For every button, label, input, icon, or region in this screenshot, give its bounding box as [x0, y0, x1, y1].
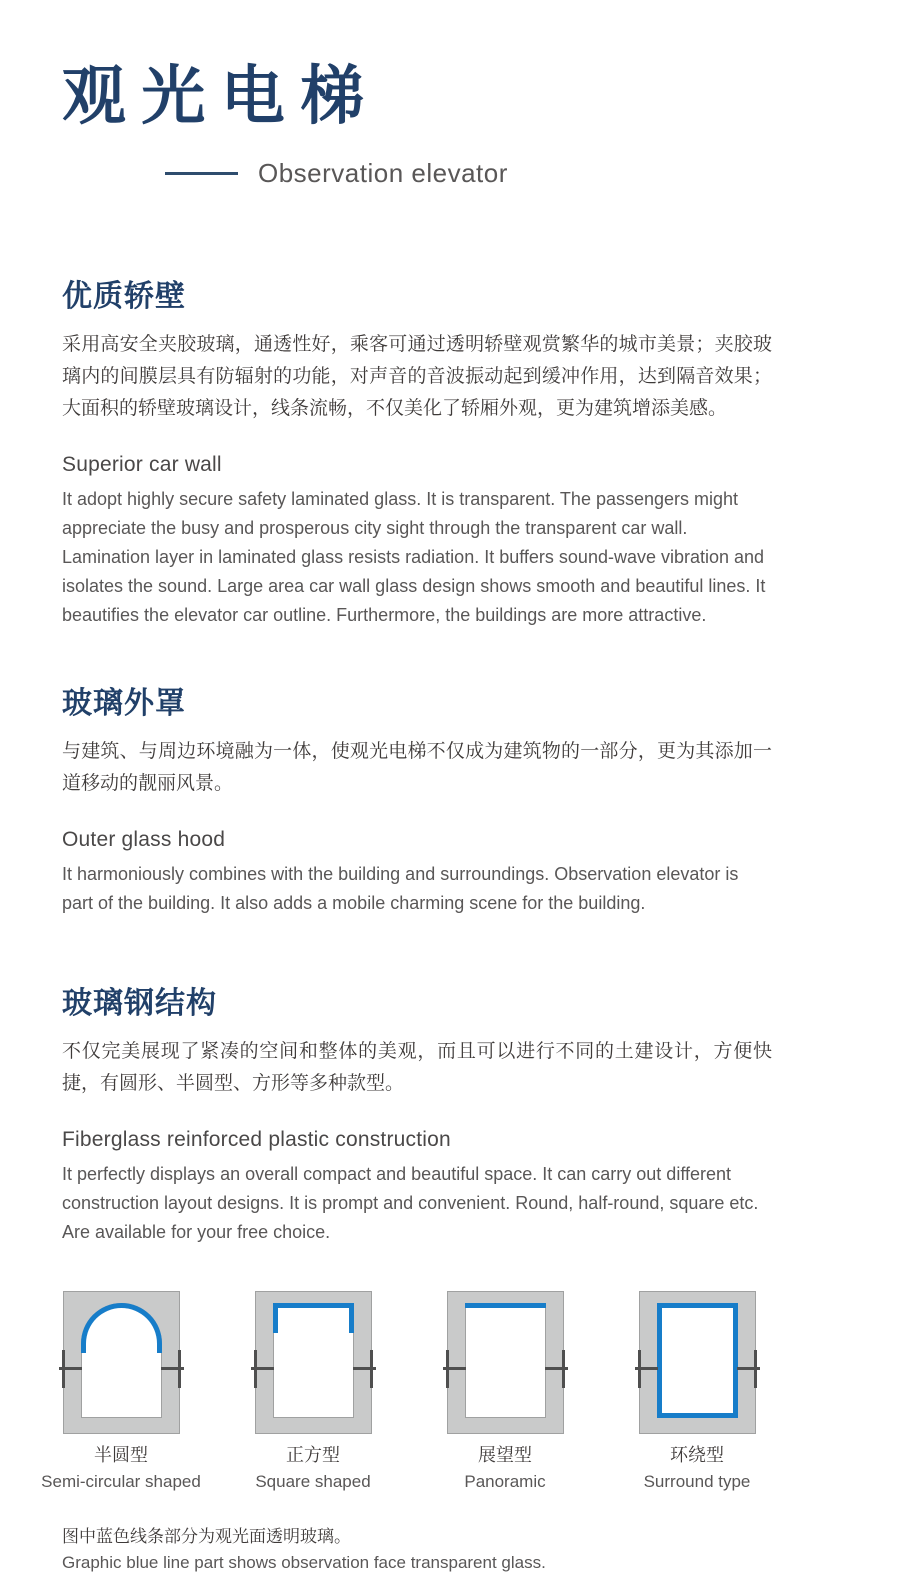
- page-header: [0, 0, 918, 189]
- diagram-label-en: Panoramic: [464, 1471, 546, 1491]
- guide-rail-marker: [59, 1367, 82, 1370]
- section-heading-zh: 玻璃钢结构: [62, 986, 217, 1020]
- glass-line: [465, 1303, 546, 1308]
- section-body-zh: 不仅完美展现了紧凑的空间和整体的美观，而且可以进行不同的土建设计，方便快捷，有圆形、半圆型、方形等多种款型。: [62, 1040, 772, 1094]
- diagram-caption: [217, 1441, 409, 1492]
- guide-rail-marker: [161, 1367, 184, 1370]
- guide-rail-marker: [545, 1367, 568, 1370]
- section-fiberglass-construction: [62, 978, 772, 1247]
- page-content: [62, 271, 772, 1247]
- section-heading-zh: 优质轿壁: [62, 279, 186, 313]
- diagram-label-zh: 环绕型: [670, 1444, 724, 1465]
- shaft-cross-section: [255, 1291, 372, 1434]
- page-title: 观光电梯: [62, 59, 380, 134]
- glass-line: [81, 1303, 162, 1353]
- car-outline: [465, 1303, 546, 1418]
- diagram-panoramic: [409, 1291, 601, 1492]
- diagram-label-en: Surround type: [643, 1471, 751, 1491]
- diagram-label-zh: 正方型: [286, 1444, 340, 1465]
- diagram-caption: [25, 1441, 217, 1492]
- legend-note: [62, 1522, 918, 1573]
- diagram-semi-circular: [25, 1291, 217, 1492]
- diagram-surround: [601, 1291, 793, 1492]
- shaft-cross-section: [639, 1291, 756, 1434]
- shape-diagrams-row: [25, 1291, 918, 1492]
- diagram-label-en: Square shaped: [255, 1471, 371, 1491]
- page-subtitle-text: Observation elevator: [258, 157, 508, 188]
- shaft-cross-section: [63, 1291, 180, 1434]
- section-body-zh: 与建筑、与周边环境融为一体，使观光电梯不仅成为建筑物的一部分，更为其添加一道移动的靓丽风景。: [62, 740, 772, 794]
- section-superior-car-wall: [62, 271, 772, 630]
- subtitle-divider-line: [165, 172, 238, 175]
- section-body-en: It perfectly displays an overall compact and beautiful space. It can carry out different construction layout designs. It is prompt and convenient. Round, half-round, square etc. Are available for your free choice.: [62, 1163, 759, 1242]
- glass-line: [657, 1303, 738, 1418]
- section-body-en: It adopt highly secure safety laminated glass. It is transparent. The passengers might appreciate the busy and prosperous city sight through the transparent car wall. Lamination layer in laminated glass resists radiation. It buffers sound-wave vibration and isolates the sound. Large area car wall glass design shows smooth and beautiful lines. It beautifies the elevator car outline. Furthermore, the buildings are more attractive.: [62, 488, 766, 625]
- glass-line: [273, 1303, 354, 1333]
- guide-rail-marker: [443, 1367, 466, 1370]
- guide-rail-marker: [353, 1367, 376, 1370]
- section-heading-en: Outer glass hood: [62, 827, 226, 851]
- section-body-zh: 采用高安全夹胶玻璃，通透性好，乘客可通过透明轿壁观赏繁华的城市美景；夹胶玻璃内的间膜层具有防辐射的功能，对声音的音波振动起到缓冲作用，达到隔音效果；大面积的轿壁玻璃设计，线条流畅，不仅美化了轿厢外观，更为建筑增添美感。: [62, 333, 772, 419]
- section-heading-en: Fiberglass reinforced plastic construction: [62, 1127, 451, 1151]
- legend-note-zh: 图中蓝色线条部分为观光面透明玻璃。: [62, 1526, 351, 1546]
- section-heading-en: Superior car wall: [62, 452, 222, 476]
- section-outer-glass-hood: [62, 678, 772, 918]
- legend-note-en: Graphic blue line part shows observation face transparent glass.: [62, 1552, 546, 1572]
- diagram-square: [217, 1291, 409, 1492]
- page-subtitle: [165, 158, 918, 189]
- diagram-caption: [409, 1441, 601, 1492]
- shaft-cross-section: [447, 1291, 564, 1434]
- diagram-label-zh: 展望型: [478, 1444, 532, 1465]
- guide-rail-marker: [635, 1367, 658, 1370]
- diagram-label-en: Semi-circular shaped: [41, 1471, 201, 1491]
- diagram-caption: [601, 1441, 793, 1492]
- section-body-en: It harmoniously combines with the building and surroundings. Observation elevator is part of the building. It also adds a mobile charming scene for the building.: [62, 863, 739, 913]
- guide-rail-marker: [737, 1367, 760, 1370]
- guide-rail-marker: [251, 1367, 274, 1370]
- section-heading-zh: 玻璃外罩: [62, 686, 186, 720]
- diagram-label-zh: 半圆型: [94, 1444, 148, 1465]
